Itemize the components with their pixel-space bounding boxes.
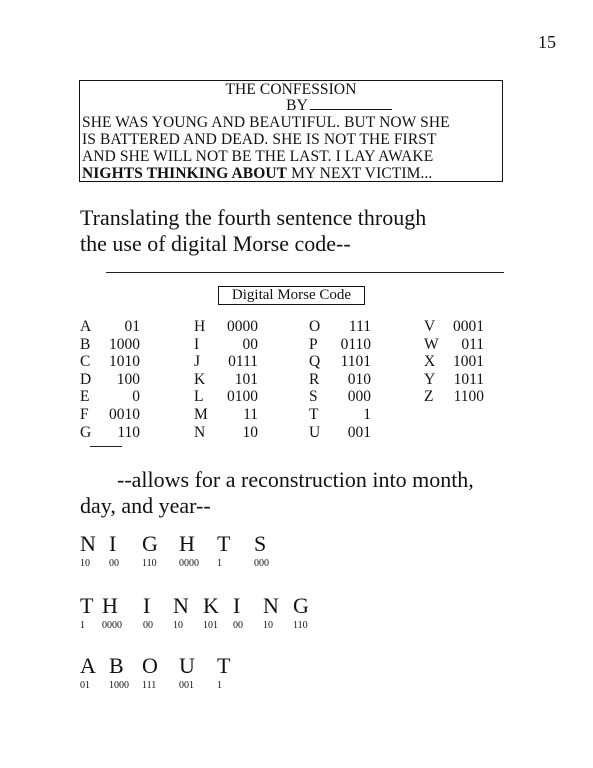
morse-table-row	[424, 371, 484, 389]
morse-table-row	[194, 388, 258, 406]
morse-table-row	[424, 353, 484, 371]
word-letter: H	[179, 531, 195, 556]
morse-letter: B	[80, 335, 91, 353]
morse-letter: W	[424, 335, 439, 353]
morse-code-value: 0001	[453, 318, 484, 335]
confession-last-line-rest: MY NEXT VICTIM...	[287, 165, 433, 182]
confession-by-label: BY	[286, 97, 308, 114]
word-translation	[80, 532, 284, 570]
word-letter: I	[143, 593, 151, 618]
middle-paragraph-line: --allows for a reconstruction into month,	[117, 467, 474, 492]
morse-code-value: 1100	[453, 388, 484, 406]
word-letter: U	[179, 653, 195, 678]
bottom-divider	[90, 446, 122, 447]
word-letter: H	[102, 593, 118, 618]
morse-letter: Q	[309, 353, 321, 371]
word-letter: B	[109, 653, 124, 678]
morse-code-value: 1001	[453, 353, 484, 371]
morse-code-value: 0010	[109, 405, 140, 423]
word-letter-code: 0000	[179, 558, 199, 569]
morse-table-row	[309, 424, 371, 442]
morse-code-value: 000	[347, 388, 371, 406]
morse-code-value: 1	[363, 405, 371, 423]
morse-table-title: Digital Morse Code	[218, 286, 365, 305]
morse-letter: Y	[424, 370, 436, 388]
word-letter-code: 00	[233, 620, 243, 631]
morse-table-row	[80, 353, 140, 371]
morse-letter: E	[80, 388, 90, 406]
word-codes-row	[80, 680, 247, 692]
confession-box	[79, 80, 503, 182]
word-letter-code: 1000	[109, 680, 129, 691]
morse-code-value: 0	[132, 388, 140, 406]
word-letter: T	[80, 593, 94, 618]
word-letter-code: 10	[263, 620, 273, 631]
morse-table-row	[309, 371, 371, 389]
intro-paragraph-line: the use of digital Morse code--	[80, 231, 351, 256]
word-letter-code: 001	[179, 680, 194, 691]
confession-byline	[80, 97, 502, 115]
page-number: 15	[538, 32, 556, 52]
morse-code-value: 1010	[109, 353, 140, 371]
morse-letter: O	[309, 318, 321, 335]
word-letter-code: 10	[173, 620, 183, 631]
morse-letter: G	[80, 423, 92, 441]
morse-code-value: 11	[243, 405, 258, 423]
morse-letter: L	[194, 388, 204, 406]
morse-letter: D	[80, 370, 92, 388]
morse-letter: R	[309, 370, 320, 388]
morse-code-value: 00	[242, 335, 258, 353]
morse-letter: N	[194, 423, 206, 441]
morse-letter: U	[309, 423, 321, 441]
morse-code-value: 1000	[109, 335, 140, 353]
confession-line: SHE WAS YOUNG AND BEAUTIFUL. BUT NOW SHE	[82, 114, 450, 131]
morse-letter: T	[309, 405, 319, 423]
morse-letter: H	[194, 318, 206, 335]
morse-code-value: 0100	[227, 388, 258, 406]
word-letter-code: 1	[217, 680, 222, 691]
word-letter-code: 101	[203, 620, 218, 631]
morse-letter: I	[194, 335, 200, 353]
morse-table-column	[194, 318, 258, 441]
morse-table-row	[194, 424, 258, 442]
morse-table-row	[309, 353, 371, 371]
word-letters-row	[80, 594, 323, 618]
word-letter: N	[173, 593, 189, 618]
morse-code-value: 0110	[340, 335, 371, 353]
confession-highlight-text: NIGHTS THINKING ABOUT	[82, 165, 288, 182]
confession-line: AND SHE WILL NOT BE THE LAST. I LAY AWAKE	[82, 148, 434, 165]
word-letter: O	[142, 653, 158, 678]
confession-title: THE CONFESSION	[225, 81, 357, 98]
morse-table-row	[194, 353, 258, 371]
word-letter-code: 01	[80, 680, 90, 691]
word-letter: T	[217, 653, 231, 678]
morse-table-row	[424, 388, 484, 406]
word-letter-code: 111	[142, 680, 157, 691]
author-blank-line	[310, 98, 392, 110]
morse-letter: V	[424, 318, 436, 335]
morse-letter: M	[194, 405, 208, 423]
morse-code-value: 10	[242, 423, 258, 441]
morse-table-column	[80, 318, 140, 441]
word-letter-code: 1	[217, 558, 222, 569]
morse-table-row	[424, 336, 484, 354]
morse-letter: S	[309, 388, 318, 406]
word-letter: T	[217, 531, 231, 556]
word-letter-code: 0000	[102, 620, 122, 631]
morse-letter: Z	[424, 388, 434, 406]
word-codes-row	[80, 558, 284, 570]
word-letter-code: 110	[142, 558, 157, 569]
morse-table-row	[309, 406, 371, 424]
word-letter: G	[293, 593, 309, 618]
word-letter-code: 000	[254, 558, 269, 569]
word-letters-row	[80, 532, 284, 556]
morse-code-value: 0111	[228, 353, 258, 371]
word-letter-code: 00	[143, 620, 153, 631]
confession-last-line	[82, 165, 432, 183]
word-letter: K	[203, 593, 219, 618]
morse-table-row	[309, 318, 371, 336]
morse-letter: A	[80, 318, 92, 335]
morse-table-row	[80, 388, 140, 406]
morse-table-row	[194, 318, 258, 336]
word-letter: S	[254, 531, 267, 556]
morse-code-value: 111	[348, 318, 371, 335]
word-letter-code: 10	[80, 558, 90, 569]
morse-code-value: 011	[461, 335, 484, 353]
morse-table-row	[194, 336, 258, 354]
morse-letter: X	[424, 353, 436, 371]
morse-table-row	[80, 424, 140, 442]
word-codes-row	[80, 620, 323, 632]
morse-code-value: 0000	[227, 318, 258, 335]
word-translation	[80, 594, 323, 632]
morse-code-value: 010	[347, 370, 371, 388]
morse-table-row	[80, 318, 140, 336]
word-letter: G	[142, 531, 158, 556]
morse-table-row	[194, 406, 258, 424]
word-letter: I	[233, 593, 241, 618]
top-divider	[106, 272, 504, 273]
morse-letter: J	[194, 353, 201, 371]
word-letter-code: 110	[293, 620, 308, 631]
intro-paragraph-line: Translating the fourth sentence through	[80, 205, 427, 230]
word-letter: N	[263, 593, 279, 618]
morse-table-row	[194, 371, 258, 389]
morse-letter: C	[80, 353, 91, 371]
word-letters-row	[80, 654, 247, 678]
confession-line: IS BATTERED AND DEAD. SHE IS NOT THE FIRST	[82, 131, 437, 148]
word-letter: A	[80, 653, 96, 678]
morse-letter: K	[194, 370, 206, 388]
word-translation	[80, 654, 247, 692]
morse-letter: P	[309, 335, 318, 353]
morse-table-row	[80, 371, 140, 389]
morse-code-value: 101	[234, 370, 258, 388]
morse-code-value: 100	[116, 370, 140, 388]
morse-table-row	[80, 406, 140, 424]
morse-code-value: 110	[117, 423, 140, 441]
morse-code-value: 01	[124, 318, 140, 335]
morse-code-value: 001	[347, 423, 371, 441]
morse-table-row	[309, 388, 371, 406]
word-letter: I	[109, 531, 117, 556]
morse-letter: F	[80, 405, 89, 423]
morse-code-value: 1011	[453, 370, 484, 388]
word-letter-code: 1	[80, 620, 85, 631]
morse-table-column	[309, 318, 371, 441]
morse-table-row	[424, 318, 484, 336]
morse-code-value: 1101	[340, 353, 371, 371]
word-letter: N	[80, 531, 96, 556]
word-letter-code: 00	[109, 558, 119, 569]
morse-table-row	[309, 336, 371, 354]
middle-paragraph-line: day, and year--	[80, 493, 211, 518]
morse-table-row	[80, 336, 140, 354]
morse-table-column	[424, 318, 484, 406]
